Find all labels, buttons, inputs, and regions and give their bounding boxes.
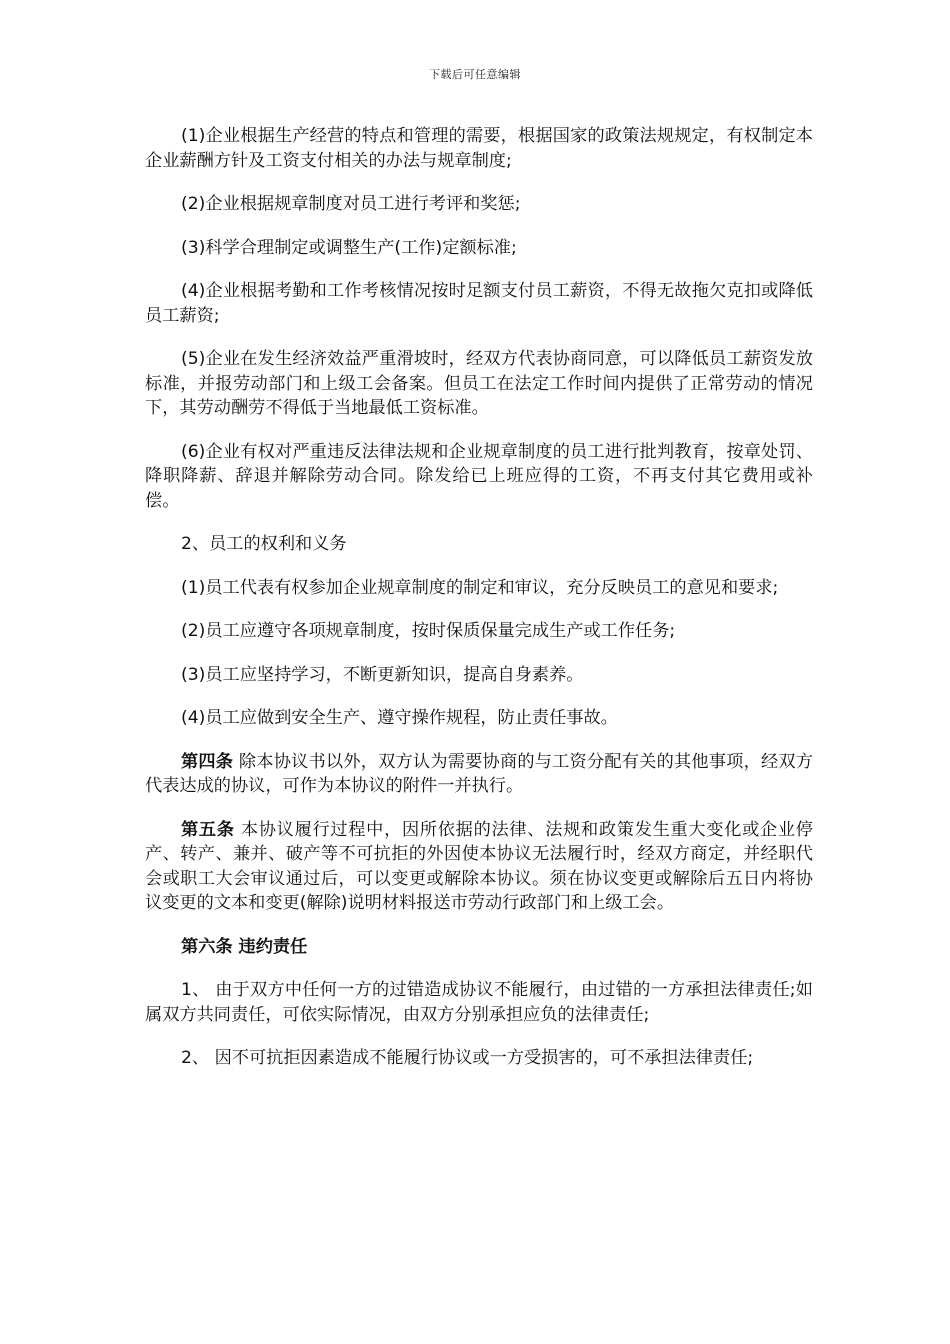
article-4-text: 除本协议书以外，双方认为需要协商的与工资分配有关的其他事项，经双方代表达成的协议，可作为本协议的附件一并执行。	[145, 751, 813, 796]
paragraph-employee-right-1: (1)员工代表有权参加企业规章制度的制定和审议，充分反映员工的意见和要求;	[181, 577, 779, 598]
paragraph-employee-right-3: (3)员工应坚持学习，不断更新知识，提高自身素养。	[181, 664, 584, 685]
paragraph-employee-right-4: (4)员工应做到安全生产、遵守操作规程，防止责任事故。	[181, 708, 618, 728]
article-6-heading	[145, 935, 813, 960]
article-4-heading: 第四条	[181, 751, 234, 772]
article-6-item-2: 2、 因不可抗拒因素造成不能履行协议或一方受损害的，可不承担法律责任;	[181, 1048, 754, 1068]
article-5	[145, 818, 813, 916]
paragraph-employer-right-4: (4)企业根据考勤和工作考核情况按时足额支付员工薪资，不得无故拖欠克扣或降低员工薪资;	[145, 281, 813, 326]
paragraph-employer-right-3: (3)科学合理制定或调整生产(工作)定额标准;	[181, 237, 517, 258]
page-header-note: 下载后可任意编辑	[429, 68, 521, 81]
paragraph-employer-right-2: (2)企业根据规章制度对员工进行考评和奖惩;	[181, 194, 521, 214]
paragraph-employer-right-1: (1)企业根据生产经营的特点和管理的需要，根据国家的政策法规规定，有权制定本企业薪酬方针及工资支付相关的办法与规章制度;	[145, 126, 813, 171]
article-6-item-1: 1、 由于双方中任何一方的过错造成协议不能履行，由过错的一方承担法律责任;如属双方共同责任，可依实际情况，由双方分别承担应负的法律责任;	[145, 980, 813, 1025]
document-body	[145, 124, 813, 1090]
paragraph-employer-right-5: (5)企业在发生经济效益严重滑坡时，经双方代表协商同意，可以降低员工薪资发放标准，并报劳动部门和上级工会备案。但员工在法定工作时间内提供了正常劳动的情况下，其劳动酬劳不得低于当地最低工资标准。	[145, 349, 813, 418]
paragraph-employee-right-2: (2)员工应遵守各项规章制度，按时保质保量完成生产或工作任务;	[181, 621, 676, 641]
article-5-heading: 第五条	[181, 819, 235, 840]
article-6-heading-text: 第六条 违约责任	[181, 936, 308, 957]
section-heading-employee-rights: 2、员工的权利和义务	[181, 534, 347, 554]
article-4	[145, 750, 813, 799]
article-5-text: 本协议履行过程中，因所依据的法律、法规和政策发生重大变化或企业停产、转产、兼并、破产等不可抗拒的外因使本协议无法履行时，经双方商定，并经职代会或职工大会审议通过后，可以变更或解除本协议。须在协议变更或解除后五日内将协议变更的文本和变更(解除)说明材料报送市劳动行政部门和上级工会。	[145, 819, 813, 913]
paragraph-employer-right-6: (6)企业有权对严重违反法律法规和企业规章制度的员工进行批判教育，按章处罚、降职降薪、辞退并解除劳动合同。除发给已上班应得的工资，不再支付其它费用或补偿。	[145, 441, 813, 511]
